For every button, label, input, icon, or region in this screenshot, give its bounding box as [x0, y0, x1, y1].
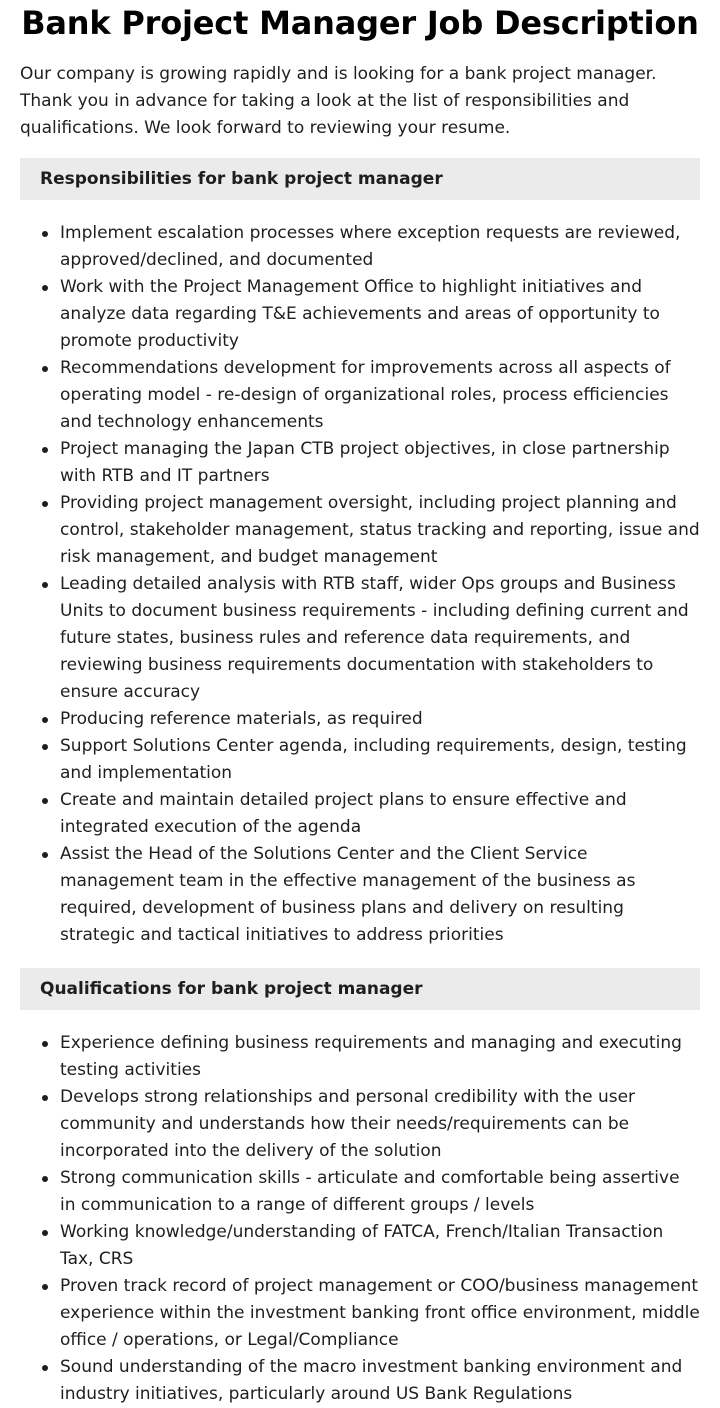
responsibility-item: Assist the Head of the Solutions Center and the Client Service management team in the effective management of the business as required, development of business plans and delivery on resulting strategic and tactical initiatives to address priorities [60, 841, 700, 949]
responsibility-item: Producing reference materials, as required [60, 706, 700, 733]
qualifications-list [20, 1030, 700, 1408]
qualification-item: Sound understanding of the macro investment banking environment and industry initiatives, particularly around US Bank Regulations [60, 1354, 700, 1408]
page-title: Bank Project Manager Job Description [21, 4, 699, 42]
qualification-item: Working knowledge/understanding of FATCA, French/Italian Transaction Tax, CRS [60, 1219, 700, 1273]
intro-paragraph: Our company is growing rapidly and is looking for a bank project manager. Thank you in advance for taking a look at the list of responsibilities and qualifications. We look forward to reviewing your resume. [20, 64, 657, 138]
responsibility-item: Work with the Project Management Office to highlight initiatives and analyze data regarding T&E achievements and areas of opportunity to promote productivity [60, 274, 700, 355]
qualification-item: Experience defining business requirements and managing and executing testing activities [60, 1030, 700, 1084]
qualification-item: Strong communication skills - articulate and comfortable being assertive in communication to a range of different groups / levels [60, 1165, 700, 1219]
responsibility-item: Implement escalation processes where exception requests are reviewed, approved/declined, and documented [60, 220, 700, 274]
qualification-item: Develops strong relationships and personal credibility with the user community and understands how their needs/requirements can be incorporated into the delivery of the solution [60, 1084, 700, 1165]
qualifications-heading: Qualifications for bank project manager [20, 968, 700, 1010]
responsibility-item: Recommendations development for improvements across all aspects of operating model - re-design of organizational roles, process efficiencies and technology enhancements [60, 355, 700, 436]
qualification-item: Proven track record of project management or COO/business management experience within the investment banking front office environment, middle office / operations, or Legal/Compliance [60, 1273, 700, 1354]
responsibility-item: Project managing the Japan CTB project objectives, in close partnership with RTB and IT partners [60, 436, 700, 490]
responsibility-item: Leading detailed analysis with RTB staff, wider Ops groups and Business Units to document business requirements - including defining current and future states, business rules and reference data requirements, and reviewing business requirements documentation with stakeholders to ensure accuracy [60, 571, 700, 706]
responsibility-item: Create and maintain detailed project plans to ensure effective and integrated execution of the agenda [60, 787, 700, 841]
responsibilities-list [20, 220, 700, 949]
responsibility-item: Providing project management oversight, including project planning and control, stakeholder management, status tracking and reporting, issue and risk management, and budget management [60, 490, 700, 571]
responsibility-item: Support Solutions Center agenda, including requirements, design, testing and implementation [60, 733, 700, 787]
responsibilities-heading: Responsibilities for bank project manager [20, 158, 700, 200]
